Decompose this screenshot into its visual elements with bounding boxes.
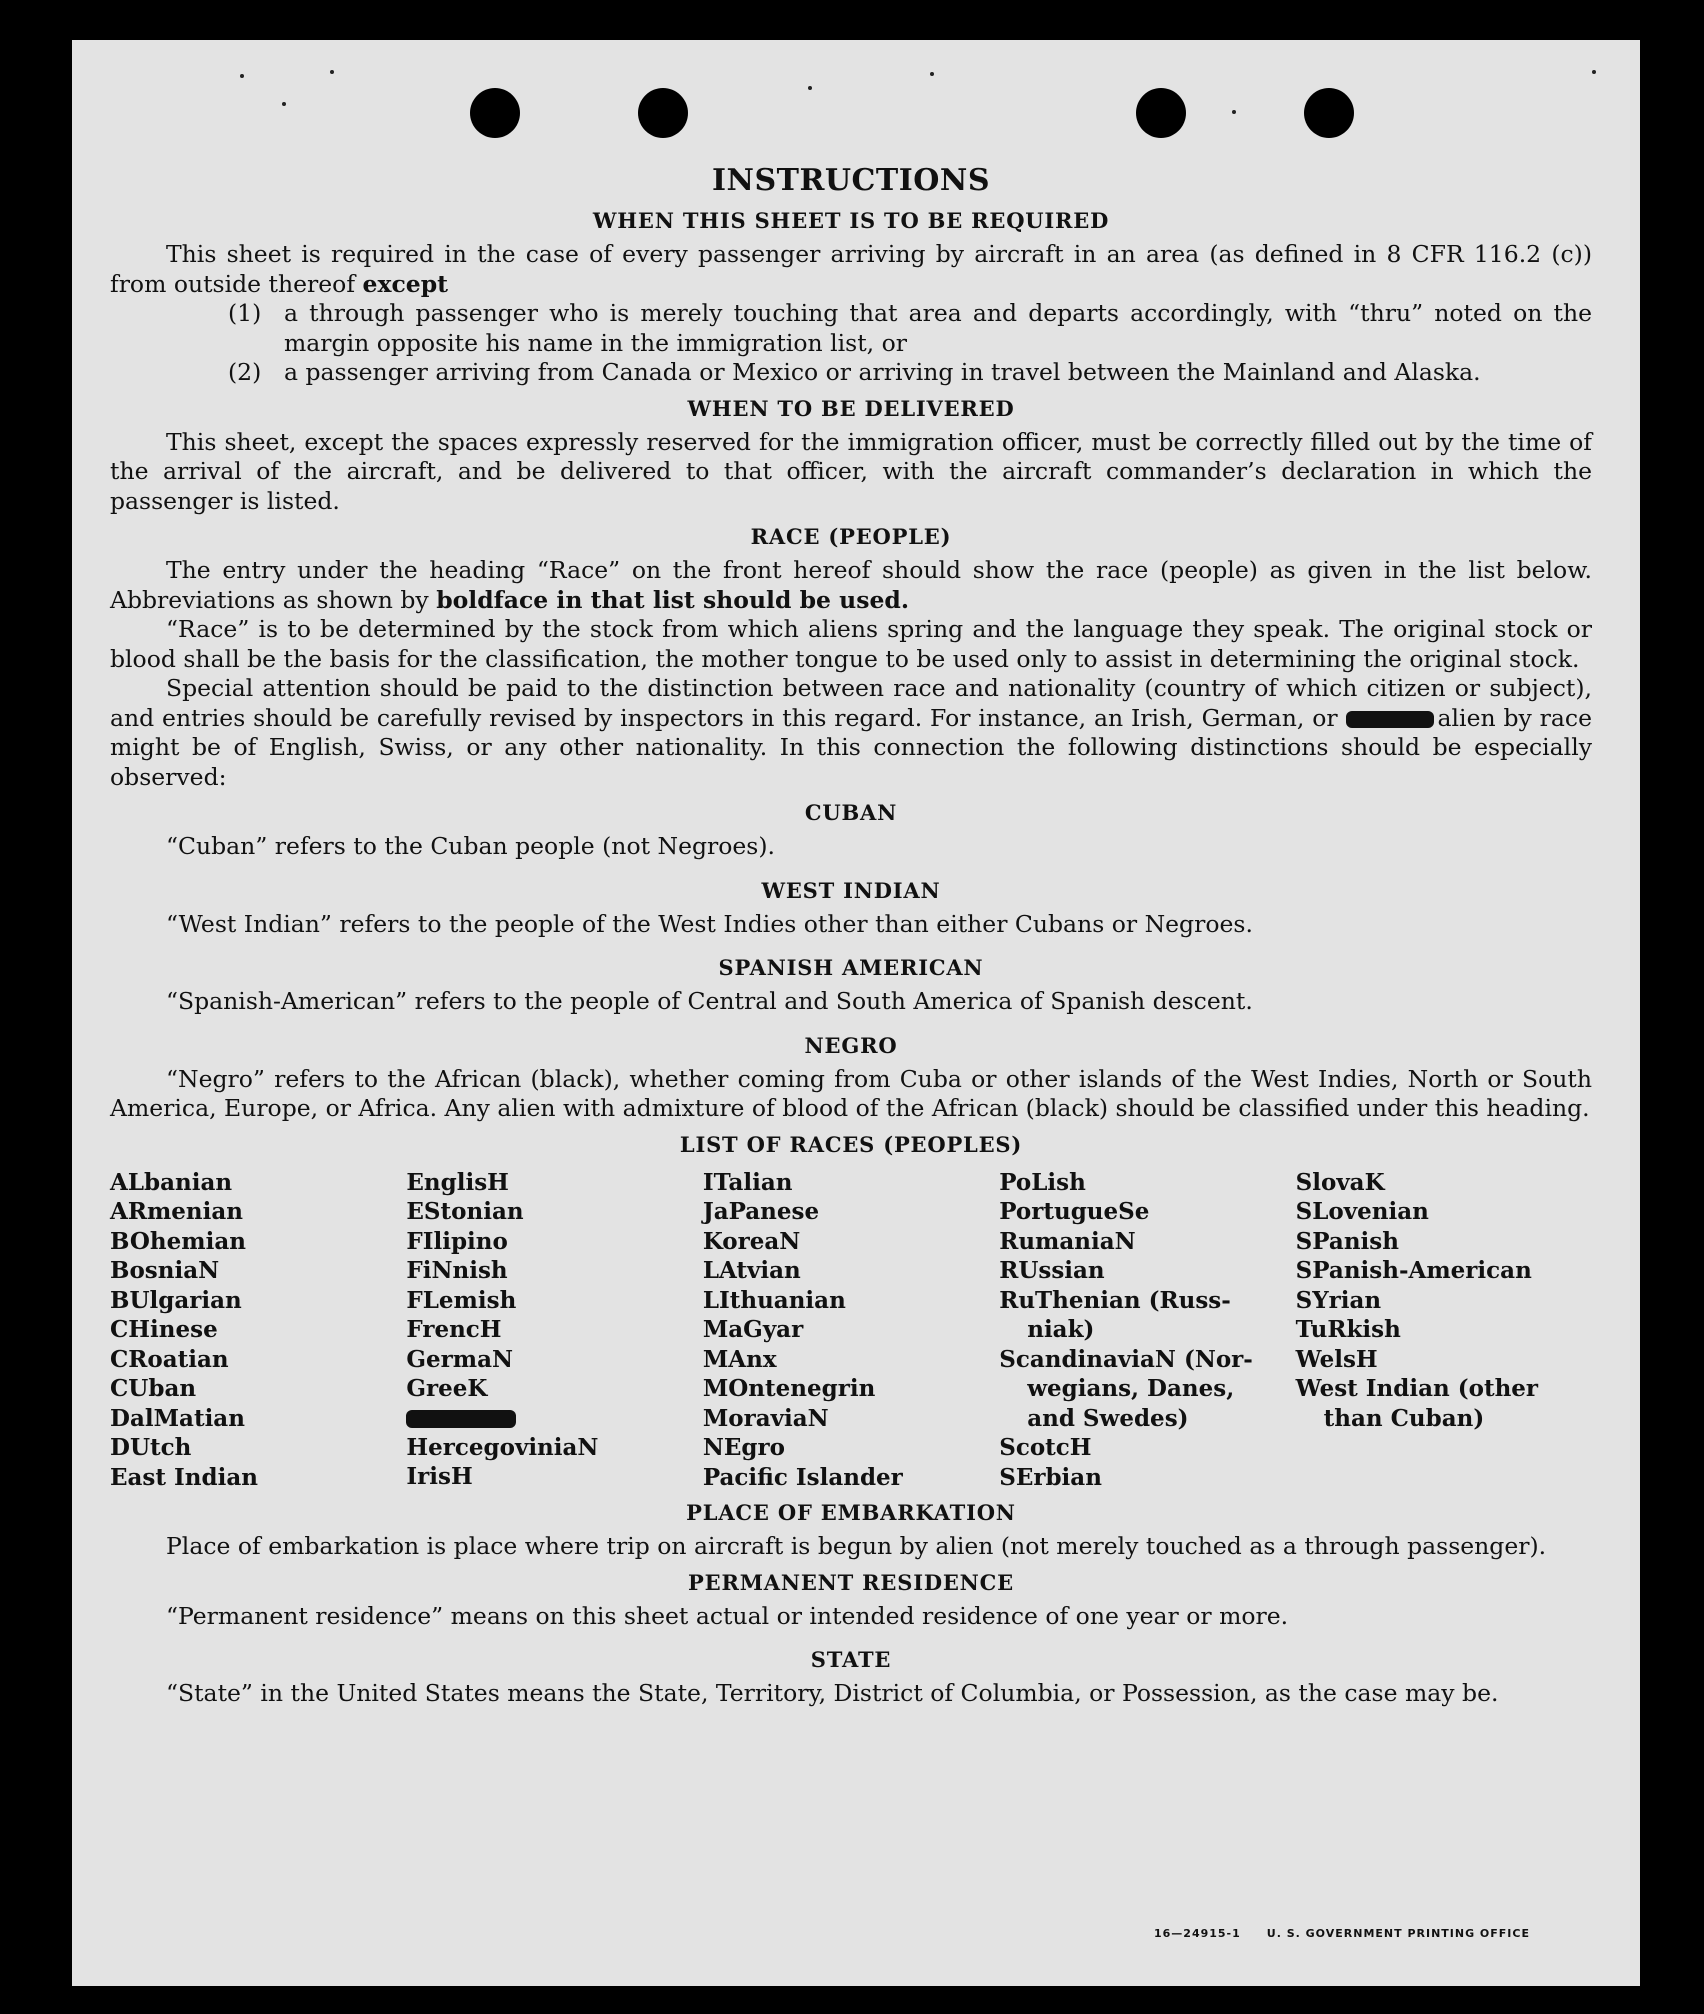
page-title: INSTRUCTIONS (712, 163, 990, 198)
list-item: (2) a passenger arriving from Canada or Mexico or arriving in travel between the Mainland and Alaska. (228, 358, 1481, 386)
speck (808, 86, 812, 90)
race-item: BOhemian (110, 1227, 246, 1255)
punch-hole-3 (1136, 88, 1186, 138)
race-list (110, 1168, 1592, 1493)
race-item: DUtch (110, 1434, 192, 1461)
race-item: RUssian (999, 1257, 1105, 1284)
race-item-continued: niak) (1027, 1316, 1095, 1343)
race-item-continued: and Swedes) (1027, 1404, 1189, 1432)
race-item: WelsH (1295, 1345, 1378, 1373)
heading-race: RACE (PEOPLE) (750, 524, 952, 549)
punch-hole-4 (1304, 88, 1354, 138)
race-column-2 (406, 1168, 702, 1493)
race-column-5 (1296, 1168, 1592, 1493)
race-item: BosniaN (110, 1257, 220, 1284)
race-item: EStonian (406, 1198, 524, 1225)
race-item: CRoatian (110, 1345, 229, 1373)
race-item: LIthuanian (702, 1286, 846, 1314)
punch-hole-1 (470, 88, 520, 138)
paragraph-negro: “Negro” refers to the African (black), whether coming from Cuba or other islands of the West Indies, North or South America, Europe, or Africa. Any alien with admixture of blood of the African (black) should be classified under this heading. (110, 1064, 1592, 1122)
paragraph-embarkation: Place of embarkation is place where trip on aircraft is begun by alien (not merely touched as a through passenger). (166, 1532, 1547, 1560)
heading-residence: PERMANENT RESIDENCE (688, 1569, 1014, 1595)
heading-when-required: WHEN THIS SHEET IS TO BE REQUIRED (592, 208, 1110, 233)
race-column-3 (703, 1168, 999, 1493)
race-column-4 (999, 1168, 1295, 1493)
heading-state: STATE (810, 1647, 892, 1672)
heading-west-indian: WEST INDIAN (761, 877, 941, 903)
speck (330, 70, 334, 74)
race-item: MaGyar (702, 1316, 804, 1343)
race-item: FrencH (406, 1316, 502, 1343)
paragraph-west-indian: “West Indian” refers to the people of the West Indies other than either Cubans or Negroes. (166, 909, 1253, 938)
race-item: RuThenian (Russ- (999, 1286, 1231, 1314)
race-item: IrisH (406, 1463, 473, 1490)
race-item: TuRkish (1295, 1316, 1401, 1343)
race-item: SPanish (1295, 1227, 1399, 1255)
speck (282, 102, 286, 106)
race-item-continued: wegians, Danes, (1027, 1375, 1235, 1402)
race-item: PortugueSe (999, 1198, 1150, 1225)
race-item: GreeK (406, 1375, 488, 1402)
redaction-mark (1346, 711, 1434, 728)
heading-embarkation: PLACE OF EMBARKATION (686, 1500, 1016, 1525)
race-item: MOntenegrin (702, 1375, 876, 1402)
instructions-content (110, 162, 1592, 1709)
race-item: PoLish (999, 1168, 1086, 1196)
heading-spanish-american: SPANISH AMERICAN (718, 955, 984, 980)
race-item: DalMatian (110, 1404, 245, 1432)
race-item: KoreaN (702, 1227, 801, 1255)
race-column-1 (110, 1168, 406, 1493)
race-item: SErbian (999, 1463, 1102, 1491)
list-item: (1) a through passenger who is merely touching that area and departs accordingly, with “thru” noted on the margin opposite his name in the immigration list, or (228, 299, 1592, 357)
document-sheet (72, 40, 1640, 1986)
race-item: West Indian (other (1295, 1375, 1539, 1402)
race-item: SPanish-American (1295, 1257, 1532, 1284)
heading-list-of-races: LIST OF RACES (PEOPLES) (679, 1131, 1023, 1157)
speck (240, 74, 244, 78)
paragraph-race-1: The entry under the heading “Race” on the front hereof should show the race (people) as given in the list below. Abbreviations as shown by boldface in that list should be used. (110, 556, 1592, 614)
race-item: East Indian (110, 1463, 258, 1491)
speck (1592, 70, 1596, 74)
paragraph-required: This sheet is required in the case of every passenger arriving by aircraft in an area (as defined in 8 CFR 116.2 (c)) from outside thereof except (110, 240, 1592, 298)
race-item: SYrian (1295, 1286, 1382, 1314)
race-item: Pacific Islander (702, 1463, 903, 1491)
race-item: NEgro (702, 1434, 785, 1461)
race-item: ALbanian (110, 1168, 233, 1196)
race-item-continued: than Cuban) (1323, 1404, 1485, 1432)
race-item: SlovaK (1295, 1168, 1385, 1196)
race-item: BUlgarian (110, 1286, 242, 1314)
race-item: HercegoviniaN (406, 1433, 599, 1461)
paragraph-residence: “Permanent residence” means on this sheet actual or intended residence of one year or more. (166, 1601, 1289, 1630)
paragraph-delivered: This sheet, except the spaces expressly reserved for the immigration officer, must be correctly filled out by the time of the arrival of the aircraft, and be delivered to that officer, with the aircraft commander’s declaration in which the passenger is listed. (110, 427, 1592, 515)
race-item: MAnx (702, 1345, 777, 1373)
race-item: RumaniaN (999, 1227, 1136, 1255)
speck (930, 72, 934, 76)
race-item: GermaN (406, 1345, 514, 1373)
paragraph-race-2: “Race” is to be determined by the stock from which aliens spring and the language they speak. The original stock or blood shall be the basis for the classification, the mother tongue to be used only to assist in determining the original stock. (110, 615, 1592, 673)
race-item: ITalian (702, 1168, 793, 1196)
race-item: ARmenian (110, 1198, 244, 1225)
race-item: CUban (110, 1375, 197, 1402)
heading-when-delivered: WHEN TO BE DELIVERED (687, 395, 1015, 421)
race-item: FLemish (406, 1286, 517, 1314)
paragraph-race-3: Special attention should be paid to the distinction between race and nationality (country of which citizen or subject), and entries should be carefully revised by inspectors in this regard. For instance, an Irish, German, or alien by race might be of English, Swiss, or any other nationality. In this connection the following distinctions should be especially observed: (110, 674, 1592, 791)
heading-negro: NEGRO (804, 1032, 898, 1058)
printer-name: U. S. GOVERNMENT PRINTING OFFICE (1266, 1927, 1530, 1940)
redaction-mark (406, 1410, 516, 1428)
punch-hole-2 (638, 88, 688, 138)
form-code: 16—24915-1 (1153, 1927, 1241, 1940)
race-item: JaPanese (702, 1198, 820, 1225)
race-item: MoraviaN (702, 1404, 829, 1432)
race-item: LAtvian (702, 1257, 801, 1284)
paragraph-cuban: “Cuban” refers to the Cuban people (not Negroes). (166, 832, 776, 860)
race-item: CHinese (110, 1316, 218, 1343)
heading-cuban: CUBAN (804, 800, 898, 825)
race-item: SLovenian (1295, 1198, 1429, 1225)
race-item: FIlipino (406, 1227, 508, 1255)
race-item: ScandinaviaN (Nor- (999, 1345, 1253, 1373)
paragraph-state: “State” in the United States means the State, Territory, District of Columbia, or Possession, as the case may be. (166, 1679, 1499, 1707)
race-item: ScotcH (999, 1434, 1092, 1461)
printer-footer (1128, 1927, 1530, 1940)
paragraph-spanish-american: “Spanish-American” refers to the people of Central and South America of Spanish descent. (166, 987, 1253, 1015)
race-item: EnglisH (406, 1168, 509, 1196)
race-item: FiNnish (406, 1257, 508, 1284)
speck (1232, 110, 1236, 114)
